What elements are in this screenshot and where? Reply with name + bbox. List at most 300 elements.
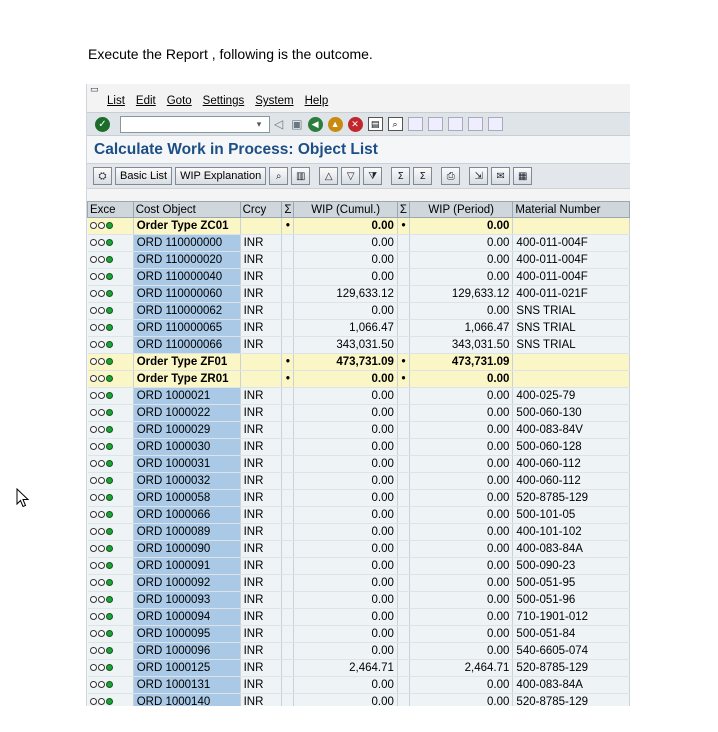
mail-icon[interactable]: ✉ <box>491 167 510 185</box>
cost-object-cell[interactable]: ORD 1000125 <box>133 660 240 677</box>
list-window-icon[interactable]: ▭ <box>90 85 99 95</box>
currency-cell: INR <box>240 677 282 694</box>
traffic-light-icon <box>90 392 113 399</box>
aggregation-marker-cell <box>282 456 294 473</box>
material-number-cell: 400-011-004F <box>513 252 630 269</box>
subtotal-row[interactable] <box>88 218 630 235</box>
aggregation-marker-cell <box>282 337 294 354</box>
menu-item-help[interactable]: Help <box>304 95 329 107</box>
wip-cumulative-cell: 0.00 <box>294 541 397 558</box>
currency-cell: INR <box>240 388 282 405</box>
exception-cell <box>88 507 134 524</box>
aggregation-marker-cell <box>397 660 409 677</box>
wip-cumulative-cell: 0.00 <box>294 490 397 507</box>
aggregation-marker-cell <box>397 507 409 524</box>
table-row[interactable] <box>88 694 630 707</box>
cost-object-cell[interactable]: ORD 1000066 <box>133 507 240 524</box>
currency-cell: INR <box>240 609 282 626</box>
material-number-cell: 400-060-112 <box>513 456 630 473</box>
traffic-light-icon <box>90 256 113 263</box>
cost-object-cell[interactable]: ORD 110000020 <box>133 252 240 269</box>
table-row[interactable] <box>88 303 630 320</box>
currency-cell: INR <box>240 320 282 337</box>
traffic-light-icon <box>90 698 113 705</box>
wip-cumulative-cell: 0.00 <box>294 269 397 286</box>
aggregation-marker-cell <box>397 286 409 303</box>
table-header-row <box>88 202 630 218</box>
total-icon[interactable]: Σ <box>391 167 410 185</box>
exception-cell <box>88 456 134 473</box>
cancel-icon[interactable]: ✕ <box>348 117 363 132</box>
material-number-cell <box>513 354 630 371</box>
exception-cell <box>88 694 134 707</box>
wip-cumulative-cell: 0.00 <box>294 677 397 694</box>
exception-cell <box>88 371 134 388</box>
aggregation-marker-cell <box>282 541 294 558</box>
currency-cell <box>240 354 282 371</box>
cost-object-cell[interactable]: ORD 1000091 <box>133 558 240 575</box>
aggregation-marker-cell: • <box>282 354 294 371</box>
mouse-pointer-icon <box>16 488 30 508</box>
cost-object-cell[interactable]: ORD 110000065 <box>133 320 240 337</box>
wip-period-cell: 0.00 <box>410 592 513 609</box>
material-number-cell: 500-090-23 <box>513 558 630 575</box>
sort-ascending-icon[interactable]: △ <box>319 167 338 185</box>
cost-object-cell[interactable]: ORD 110000060 <box>133 286 240 303</box>
wip-period-cell: 0.00 <box>410 677 513 694</box>
exception-cell <box>88 286 134 303</box>
aggregation-marker-cell <box>282 626 294 643</box>
currency-cell: INR <box>240 575 282 592</box>
wip-period-cell: 129,633.12 <box>410 286 513 303</box>
exception-cell <box>88 677 134 694</box>
back-arrow-icon[interactable]: ◁ <box>274 117 284 131</box>
currency-cell: INR <box>240 235 282 252</box>
menu-item-goto[interactable]: Goto <box>166 95 192 107</box>
menu-item-edit[interactable]: Edit <box>135 95 156 107</box>
currency-cell: INR <box>240 269 282 286</box>
aggregation-marker-cell <box>282 252 294 269</box>
wip-explanation-button[interactable]: WIP Explanation <box>175 167 266 185</box>
wip-cumulative-cell: 0.00 <box>294 405 397 422</box>
wip-cumulative-cell: 0.00 <box>294 371 397 388</box>
cost-object-cell[interactable]: ORD 1000094 <box>133 609 240 626</box>
exception-cell <box>88 541 134 558</box>
currency-cell: INR <box>240 337 282 354</box>
currency-cell: INR <box>240 558 282 575</box>
exception-cell <box>88 524 134 541</box>
table-row[interactable] <box>88 269 630 286</box>
currency-cell: INR <box>240 405 282 422</box>
cost-object-cell[interactable]: ORD 110000040 <box>133 269 240 286</box>
currency-cell: INR <box>240 303 282 320</box>
table-row[interactable] <box>88 524 630 541</box>
wip-period-cell: 2,464.71 <box>410 660 513 677</box>
cost-object-cell[interactable]: Order Type ZF01 <box>133 354 240 371</box>
wip-period-cell: 0.00 <box>410 507 513 524</box>
cost-object-cell[interactable]: ORD 110000000 <box>133 235 240 252</box>
exception-cell <box>88 558 134 575</box>
aggregation-marker-cell <box>282 269 294 286</box>
wip-cumulative-cell: 0.00 <box>294 439 397 456</box>
currency-cell <box>240 218 282 235</box>
command-field[interactable] <box>120 116 270 133</box>
table-row[interactable] <box>88 626 630 643</box>
table-row[interactable] <box>88 439 630 456</box>
material-number-cell: 500-101-05 <box>513 507 630 524</box>
currency-cell <box>240 371 282 388</box>
traffic-light-icon <box>90 307 113 314</box>
aggregation-marker-cell <box>397 473 409 490</box>
traffic-light-icon <box>90 477 113 484</box>
table-row[interactable] <box>88 388 630 405</box>
aggregation-marker-cell <box>282 694 294 707</box>
wip-cumulative-cell: 0.00 <box>294 422 397 439</box>
material-number-cell: 520-8785-129 <box>513 660 630 677</box>
material-number-cell: 400-011-004F <box>513 269 630 286</box>
table-row[interactable] <box>88 677 630 694</box>
traffic-light-icon <box>90 375 113 382</box>
traffic-light-icon <box>90 290 113 297</box>
intro-text: Execute the Report , following is the outcome. <box>88 46 373 62</box>
cost-object-cell[interactable]: ORD 1000058 <box>133 490 240 507</box>
exception-cell <box>88 490 134 507</box>
cost-object-cell[interactable]: ORD 1000092 <box>133 575 240 592</box>
export-icon[interactable]: ⇲ <box>469 167 488 185</box>
wip-period-cell: 0.00 <box>410 456 513 473</box>
traffic-light-icon <box>90 494 113 501</box>
wip-period-cell: 0.00 <box>410 541 513 558</box>
material-number-cell: 400-011-021F <box>513 286 630 303</box>
material-number-cell: 400-101-102 <box>513 524 630 541</box>
table-row[interactable] <box>88 473 630 490</box>
menu-item-system[interactable]: System <box>255 95 294 107</box>
wip-period-cell: 0.00 <box>410 473 513 490</box>
wip-period-cell: 0.00 <box>410 388 513 405</box>
currency-cell: INR <box>240 439 282 456</box>
cost-object-cell[interactable]: ORD 1000093 <box>133 592 240 609</box>
enter-check-icon[interactable]: ✓ <box>95 117 110 132</box>
wip-cumulative-cell: 1,066.47 <box>294 320 397 337</box>
wip-cumulative-cell: 0.00 <box>294 626 397 643</box>
exception-cell <box>88 320 134 337</box>
aggregation-marker-cell <box>282 320 294 337</box>
aggregation-marker-cell <box>397 626 409 643</box>
cost-object-cell[interactable]: ORD 1000090 <box>133 541 240 558</box>
aggregation-marker-cell <box>397 694 409 707</box>
cost-object-cell[interactable]: Order Type ZC01 <box>133 218 240 235</box>
header-cost-object[interactable]: Cost Object <box>133 202 240 218</box>
header-wip-cumulative[interactable]: WIP (Cumul.) <box>294 202 397 218</box>
aggregation-marker-cell <box>282 507 294 524</box>
menu-item-settings[interactable]: Settings <box>202 95 245 107</box>
material-number-cell: 400-083-84A <box>513 677 630 694</box>
wip-cumulative-cell: 343,031.50 <box>294 337 397 354</box>
traffic-light-icon <box>90 511 113 518</box>
currency-cell: INR <box>240 592 282 609</box>
traffic-light-icon <box>90 545 113 552</box>
aggregation-marker-cell <box>397 541 409 558</box>
aggregation-marker-cell <box>282 575 294 592</box>
find-icon[interactable]: ⌕ <box>388 117 403 131</box>
wip-period-cell: 0.00 <box>410 558 513 575</box>
header-aggregation-1[interactable]: Σ <box>282 202 294 218</box>
wip-period-cell: 0.00 <box>410 252 513 269</box>
details-icon[interactable]: ⌕ <box>269 167 288 185</box>
wip-cumulative-cell: 0.00 <box>294 575 397 592</box>
table-row[interactable] <box>88 541 630 558</box>
exception-cell <box>88 252 134 269</box>
aggregation-marker-cell <box>282 286 294 303</box>
exception-cell <box>88 439 134 456</box>
material-number-cell: 520-8785-129 <box>513 694 630 707</box>
currency-cell: INR <box>240 490 282 507</box>
aggregation-marker-cell <box>397 524 409 541</box>
page-title: Calculate Work in Process: Object List <box>87 136 630 163</box>
table-row[interactable] <box>88 609 630 626</box>
wip-period-cell: 0.00 <box>410 575 513 592</box>
cost-object-cell[interactable]: ORD 110000066 <box>133 337 240 354</box>
aggregation-marker-cell <box>397 677 409 694</box>
cost-object-cell[interactable]: ORD 1000095 <box>133 626 240 643</box>
first-page-icon[interactable] <box>428 117 443 131</box>
traffic-light-icon <box>90 528 113 535</box>
traffic-light-icon <box>90 630 113 637</box>
wip-cumulative-cell: 0.00 <box>294 388 397 405</box>
traffic-light-icon <box>90 324 113 331</box>
cost-object-cell[interactable]: ORD 1000140 <box>133 694 240 707</box>
material-number-cell: 500-051-96 <box>513 592 630 609</box>
aggregation-marker-cell: • <box>282 371 294 388</box>
save-icon[interactable]: ▣ <box>291 117 303 131</box>
traffic-light-icon <box>90 443 113 450</box>
table-row[interactable] <box>88 558 630 575</box>
wip-period-cell: 0.00 <box>410 626 513 643</box>
material-number-cell <box>513 371 630 388</box>
hierarchy-icon[interactable]: ⛭ <box>93 167 112 185</box>
aggregation-marker-cell <box>397 388 409 405</box>
abc-analysis-icon[interactable]: ▦ <box>513 167 532 185</box>
menu-item-list[interactable]: List <box>107 95 125 107</box>
aggregation-marker-cell <box>397 592 409 609</box>
wip-period-cell: 0.00 <box>410 235 513 252</box>
exception-cell <box>88 575 134 592</box>
currency-cell: INR <box>240 541 282 558</box>
header-aggregation-2[interactable]: Σ <box>397 202 409 218</box>
table-row[interactable] <box>88 507 630 524</box>
exception-cell <box>88 660 134 677</box>
exception-cell <box>88 609 134 626</box>
material-number-cell: 400-083-84A <box>513 541 630 558</box>
cost-object-cell[interactable]: ORD 1000032 <box>133 473 240 490</box>
material-number-cell <box>513 218 630 235</box>
wip-period-cell: 0.00 <box>410 303 513 320</box>
wip-period-cell: 0.00 <box>410 422 513 439</box>
currency-cell: INR <box>240 456 282 473</box>
aggregation-marker-cell <box>282 524 294 541</box>
basic-list-button[interactable]: Basic List <box>115 167 172 185</box>
wip-cumulative-cell: 0.00 <box>294 609 397 626</box>
aggregation-marker-cell <box>282 473 294 490</box>
currency-cell: INR <box>240 643 282 660</box>
exception-cell <box>88 218 134 235</box>
aggregation-marker-cell <box>282 609 294 626</box>
sort-descending-icon[interactable]: ▽ <box>341 167 360 185</box>
table-row[interactable] <box>88 405 630 422</box>
wip-period-cell: 0.00 <box>410 371 513 388</box>
wip-cumulative-cell: 0.00 <box>294 524 397 541</box>
aggregation-marker-cell: • <box>397 354 409 371</box>
table-row[interactable] <box>88 286 630 303</box>
material-number-cell: 500-060-128 <box>513 439 630 456</box>
traffic-light-icon <box>90 460 113 467</box>
table-row[interactable] <box>88 456 630 473</box>
table-row[interactable] <box>88 337 630 354</box>
traffic-light-icon <box>90 273 113 280</box>
traffic-light-icon <box>90 579 113 586</box>
aggregation-marker-cell <box>282 490 294 507</box>
exception-cell <box>88 473 134 490</box>
exit-icon[interactable]: ▲ <box>328 117 343 132</box>
table-row[interactable] <box>88 643 630 660</box>
table-row[interactable] <box>88 252 630 269</box>
wip-period-cell: 343,031.50 <box>410 337 513 354</box>
currency-cell: INR <box>240 286 282 303</box>
traffic-light-icon <box>90 596 113 603</box>
cost-object-cell[interactable]: ORD 1000089 <box>133 524 240 541</box>
print-preview-icon[interactable]: ⎙ <box>441 167 460 185</box>
material-number-cell: 500-060-130 <box>513 405 630 422</box>
menu-items <box>107 95 328 107</box>
currency-cell: INR <box>240 626 282 643</box>
aggregation-marker-cell <box>282 235 294 252</box>
header-exception[interactable]: Exce <box>88 202 134 218</box>
traffic-light-icon <box>90 562 113 569</box>
wip-cumulative-cell: 0.00 <box>294 303 397 320</box>
wip-cumulative-cell: 473,731.09 <box>294 354 397 371</box>
cost-object-cell[interactable]: ORD 1000096 <box>133 643 240 660</box>
cost-object-cell[interactable]: ORD 1000030 <box>133 439 240 456</box>
exception-cell <box>88 405 134 422</box>
exception-cell <box>88 626 134 643</box>
previous-page-icon[interactable] <box>448 117 463 131</box>
aggregation-marker-cell <box>397 609 409 626</box>
command-history-icon[interactable]: ▾ <box>256 118 262 129</box>
material-number-cell: 400-011-004F <box>513 235 630 252</box>
cost-object-cell[interactable]: ORD 1000029 <box>133 422 240 439</box>
exception-cell <box>88 354 134 371</box>
aggregation-marker-cell <box>397 490 409 507</box>
find-next-icon[interactable] <box>408 117 423 131</box>
wip-cumulative-cell: 0.00 <box>294 218 397 235</box>
application-toolbar <box>87 163 630 189</box>
print-icon[interactable]: ▤ <box>368 117 383 131</box>
table-row[interactable] <box>88 575 630 592</box>
cost-object-cell[interactable]: Order Type ZR01 <box>133 371 240 388</box>
traffic-light-icon <box>90 426 113 433</box>
next-page-icon[interactable] <box>468 117 483 131</box>
wip-cumulative-cell: 0.00 <box>294 456 397 473</box>
exception-cell <box>88 422 134 439</box>
wip-cumulative-cell: 0.00 <box>294 507 397 524</box>
aggregation-marker-cell <box>282 422 294 439</box>
exception-cell <box>88 643 134 660</box>
aggregation-marker-cell <box>397 456 409 473</box>
wip-period-cell: 0.00 <box>410 490 513 507</box>
subtotal-icon[interactable]: Σ <box>413 167 432 185</box>
currency-cell: INR <box>240 252 282 269</box>
filter-icon[interactable]: ⧩ <box>363 167 382 185</box>
menu-bar <box>87 84 630 112</box>
traffic-light-icon <box>90 681 113 688</box>
cost-object-cell[interactable]: ORD 1000022 <box>133 405 240 422</box>
table-row[interactable] <box>88 422 630 439</box>
table-row[interactable] <box>88 320 630 337</box>
header-material-number[interactable]: Material Number <box>513 202 630 218</box>
material-number-cell: 520-8785-129 <box>513 490 630 507</box>
wip-period-cell: 0.00 <box>410 405 513 422</box>
wip-period-cell: 0.00 <box>410 524 513 541</box>
subtotal-row[interactable] <box>88 371 630 388</box>
wip-period-cell: 0.00 <box>410 694 513 707</box>
wip-period-cell: 0.00 <box>410 439 513 456</box>
material-number-cell: 540-6605-074 <box>513 643 630 660</box>
aggregation-marker-cell <box>282 677 294 694</box>
aggregation-marker-cell <box>282 303 294 320</box>
wip-period-cell: 0.00 <box>410 269 513 286</box>
cost-object-cell[interactable]: ORD 1000031 <box>133 456 240 473</box>
traffic-light-icon <box>90 358 113 365</box>
traffic-light-icon <box>90 613 113 620</box>
material-number-cell: 500-051-95 <box>513 575 630 592</box>
table-row[interactable] <box>88 235 630 252</box>
table-row[interactable] <box>88 490 630 507</box>
aggregation-marker-cell <box>397 269 409 286</box>
layout-icon[interactable]: ▥ <box>291 167 310 185</box>
material-number-cell: 400-083-84V <box>513 422 630 439</box>
wip-cumulative-cell: 2,464.71 <box>294 660 397 677</box>
traffic-light-icon <box>90 341 113 348</box>
header-wip-period[interactable]: WIP (Period) <box>410 202 513 218</box>
currency-cell: INR <box>240 507 282 524</box>
wip-cumulative-cell: 0.00 <box>294 592 397 609</box>
back-icon[interactable]: ◀ <box>308 117 323 132</box>
table-row[interactable] <box>88 660 630 677</box>
aggregation-marker-cell <box>397 303 409 320</box>
currency-cell: INR <box>240 694 282 707</box>
traffic-light-icon <box>90 239 113 246</box>
subtotal-row[interactable] <box>88 354 630 371</box>
last-page-icon[interactable] <box>488 117 503 131</box>
aggregation-marker-cell <box>397 405 409 422</box>
aggregation-marker-cell <box>282 388 294 405</box>
material-number-cell: SNS TRIAL <box>513 337 630 354</box>
exception-cell <box>88 592 134 609</box>
aggregation-marker-cell <box>282 660 294 677</box>
header-currency[interactable]: Crcy <box>240 202 282 218</box>
cost-object-cell[interactable]: ORD 1000131 <box>133 677 240 694</box>
wip-cumulative-cell: 0.00 <box>294 694 397 707</box>
material-number-cell: 500-051-84 <box>513 626 630 643</box>
table-row[interactable] <box>88 592 630 609</box>
exception-cell <box>88 269 134 286</box>
aggregation-marker-cell <box>282 558 294 575</box>
cost-object-cell[interactable]: ORD 110000062 <box>133 303 240 320</box>
cost-object-cell[interactable]: ORD 1000021 <box>133 388 240 405</box>
aggregation-marker-cell <box>397 643 409 660</box>
wip-period-cell: 1,066.47 <box>410 320 513 337</box>
aggregation-marker-cell <box>397 422 409 439</box>
